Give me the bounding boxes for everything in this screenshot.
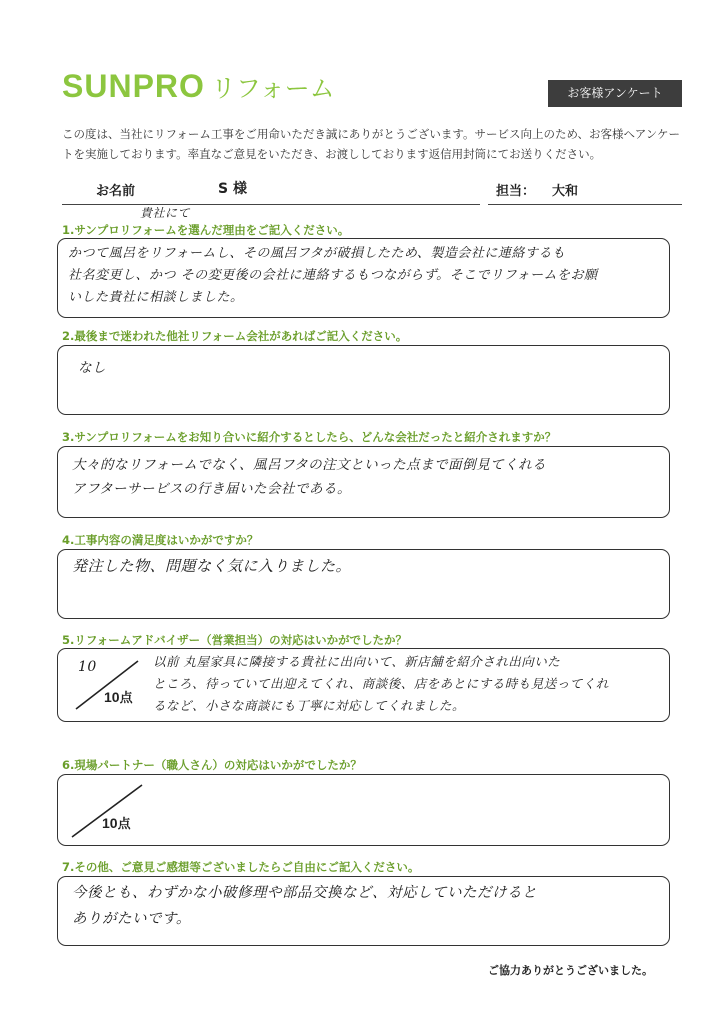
- question-6-score-unit: 点: [117, 817, 131, 832]
- question-1-insert-note: 貴社にて: [140, 206, 191, 220]
- intro-line-1: この度は、当社にリフォーム工事をご用命いただき誠にありがとうございます。サービス向上のため、お客様へアンケー: [62, 127, 681, 141]
- question-1-answer-line-3: いした貴社に相談しました。: [68, 290, 244, 305]
- score-slash: [68, 781, 148, 841]
- question-7-answer-line-2: ありがたいです。: [72, 911, 191, 927]
- question-2-answer-box: [57, 345, 670, 415]
- name-value: S 様: [218, 181, 247, 197]
- question-5-score: [104, 687, 133, 706]
- question-2-answer-line-1: なし: [78, 360, 106, 376]
- staff-value: 大和: [552, 184, 579, 199]
- question-6-score-value: 10: [102, 815, 118, 831]
- logo-subtext: リフォーム: [210, 74, 335, 103]
- question-6-score: [102, 813, 131, 832]
- logo-text: SUNPRO: [62, 68, 205, 104]
- question-7-answer-box: [57, 876, 670, 946]
- question-4-answer-line-1: 発注した物、問題なく気に入りました。: [72, 557, 352, 575]
- question-1-answer-line-1: かつて風呂をリフォームし、その風呂フタが破損したため、製造会社に連絡するも: [68, 246, 566, 261]
- question-6-answer-box: [57, 774, 670, 846]
- question-3-answer-box: [57, 446, 670, 518]
- question-3-answer-line-1: 大々的なリフォームでなく、風呂フタの注文といった点まで面倒見てくれる: [72, 457, 547, 473]
- question-5-label: 5.リフォームアドバイザー（営業担当）の対応はいかがでしたか？: [62, 633, 408, 647]
- question-5-answer-line-1: 以前 丸屋家具に隣接する貴社に出向いて、新店舗を紹介され出向いた: [153, 654, 561, 669]
- thanks-message: ご協力ありがとうございました。: [488, 964, 653, 977]
- question-5-answer-line-2: ところ、待っていて出迎えてくれ、商談後、店をあとにする時も見送ってくれ: [153, 676, 609, 691]
- staff-label: 担当：: [496, 184, 536, 199]
- question-4-answer-box: [57, 549, 670, 619]
- question-5-score-unit: 点: [119, 691, 133, 706]
- question-6-label: 6.現場パートナー（職人さん）の対応はいかがでしたか？: [62, 758, 362, 772]
- question-5-handwritten-score: 10: [78, 659, 97, 675]
- question-2-label: 2.最後まで迷われた他社リフォーム会社があればご記入ください。: [62, 329, 408, 343]
- name-label: お名前: [96, 184, 136, 199]
- survey-badge: お客様アンケート: [548, 80, 682, 107]
- question-5-score-value: 10: [104, 689, 120, 705]
- brand-logo: [62, 68, 335, 105]
- question-7-answer-line-1: 今後とも、わずかな小破修理や部品交換など、対応していただけると: [72, 885, 537, 901]
- question-1-label: 1.サンプロリフォームを選んだ理由をご記入ください。: [62, 223, 350, 237]
- question-1-answer-line-2: 社名変更し、かつ その変更後の会社に連絡するもつながらず。そこでリフォームをお願: [68, 268, 598, 283]
- intro-text: [62, 124, 692, 164]
- question-5-answer-box: [57, 648, 670, 722]
- intro-line-2: トを実施しております。率直なご意見をいただき、お渡ししております返信用封筒にてお送りください。: [62, 147, 602, 161]
- question-3-answer-line-2: アフターサービスの行き届いた会社である。: [72, 481, 352, 497]
- question-4-label: 4.工事内容の満足度はいかがですか？: [62, 533, 259, 547]
- question-7-label: 7.その他、ご意見ご感想等ございましたらご自由にご記入ください。: [62, 860, 420, 874]
- question-3-label: 3.サンプロリフォームをお知り合いに紹介するとしたら、どんな会社だったと紹介されますか？: [62, 430, 557, 444]
- question-1-answer-box: [57, 238, 670, 318]
- question-5-answer-line-3: るなど、小さな商談にも丁寧に対応してくれました。: [153, 698, 466, 713]
